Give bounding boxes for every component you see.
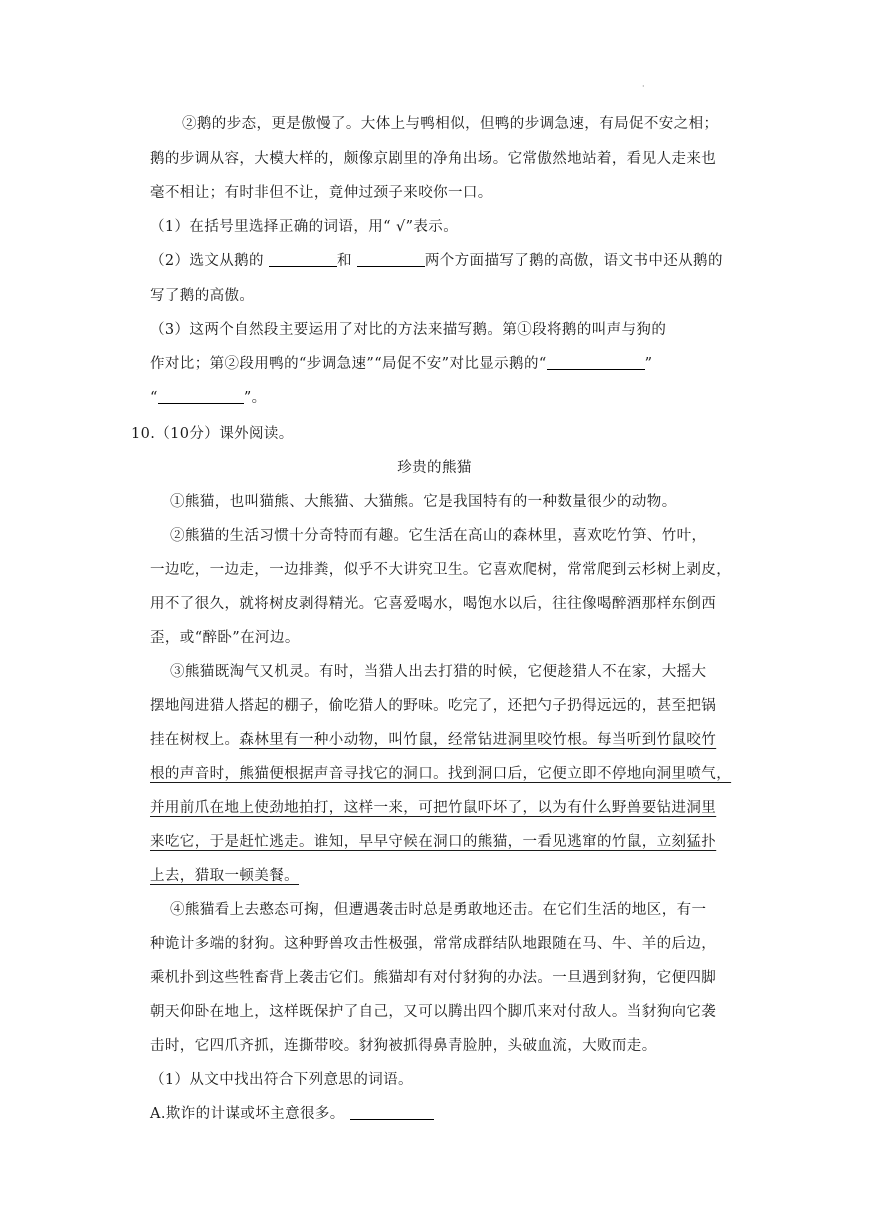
answer-blank[interactable] — [158, 388, 244, 404]
question-10-header: 10.（10分）课外阅读。 — [131, 426, 294, 442]
question-1: （1）在括号里选择正确的词语，用“ √”表示。 — [150, 219, 459, 235]
paragraph-3-line: 摆地闯进猎人搭起的棚子，偷吃猎人的野味。吃完了，还把勺子扔得远远的，甚至把锅 — [150, 698, 717, 714]
paragraph-3-line — [150, 728, 716, 749]
question-3-text-c: “ — [150, 390, 158, 406]
question-2 — [150, 249, 723, 270]
passage-line: ②鹅的步态，更是傲慢了。大体上与鸭相似，但鸭的步调急速，有局促不安之相； — [182, 116, 719, 132]
paragraph-4-line: 乘机扑到这些牲畜背上袭击它们。熊猫却有对付豺狗的办法。一旦遇到豺狗，它便四脚 — [150, 970, 717, 986]
question-3-text-b: ” — [644, 356, 653, 372]
sub-question-1a-text: A.欺诈的计谋或坏主意很多。 — [150, 1106, 350, 1122]
paragraph-2-line: 歪，或“醉卧”在河边。 — [150, 630, 300, 646]
paragraph-1: ①熊猫，也叫猫熊、大熊猫、大猫熊。它是我国特有的一种数量很少的动物。 — [170, 494, 677, 510]
passage-title: 珍贵的熊猫 — [397, 460, 472, 476]
paragraph-3-text: 挂在树杈上。 — [150, 732, 240, 748]
question-3-cont — [150, 386, 267, 407]
paragraph-2-line: ②熊猫的生活习惯十分奇特而有趣。它生活在高山的森林里，喜欢吃竹笋、竹叶， — [170, 528, 707, 544]
question-2-text-b: 和 — [336, 253, 357, 269]
question-2-text-a: （2）选文从鹅的 — [150, 253, 269, 269]
question-2-cont: 写了鹅的高傲。 — [150, 288, 255, 304]
underlined-line: 根的声音时，熊猫便根据声音寻找它的洞口。找到洞口后，它便立即不停地向洞里喷气， — [150, 766, 732, 782]
sub-question-1: （1）从文中找出符合下列意思的词语。 — [150, 1072, 413, 1088]
paragraph-4-line: 击时，它四爪齐抓，连撕带咬。豺狗被抓得鼻青脸肿，头破血流，大败而走。 — [150, 1038, 657, 1054]
underlined-line: 来吃它，于是赶忙逃走。谁知，早早守候在洞口的熊猫，一看见逃窜的竹鼠，立刻猛扑 — [150, 834, 717, 850]
paragraph-4-line: 种诡计多端的豺狗。这种野兽攻击性极强，常常成群结队地跟随在马、牛、羊的后边， — [150, 936, 717, 952]
answer-blank[interactable] — [547, 354, 645, 370]
paragraph-2-line: 用不了很久，就将树皮剥得精光。它喜爱喝水，喝饱水以后，往往像喝醉酒那样东倒西 — [150, 596, 717, 612]
passage-line: 毫不相让；有时非但不让，竟伸过颈子来咬你一口。 — [150, 185, 493, 201]
underlined-line: 上去，猎取一顿美餐。 — [150, 868, 299, 884]
paragraph-4-line: 朝天仰卧在地上，这样既保护了自己，又可以腾出四个脚爪来对付敌人。当豺狗向它袭 — [150, 1004, 717, 1020]
answer-blank[interactable] — [269, 251, 337, 267]
passage-line: 鹅的步调从容，大模大样的，颇像京剧里的净角出场。它常傲然地站着，看见人走来也 — [150, 151, 717, 167]
question-3-text-a: 作对比；第②段用鸭的“步调急速”“局促不安”对比显示鹅的“ — [150, 356, 547, 372]
paragraph-4-line: ④熊猫看上去憨态可掬，但遭遇袭击时总是勇敢地还击。在它们生活的地区，有一 — [170, 902, 707, 918]
question-3: （3）这两个自然段主要运用了对比的方法来描写鹅。第①段将鹅的叫声与狗的 — [150, 322, 667, 338]
paragraph-3-line: ③熊猫既淘气又机灵。有时，当猎人出去打猎的时候，它便趁猎人不在家，大摇大 — [170, 664, 707, 680]
underlined-text: 森林里有一种小动物，叫竹鼠，经常钻进洞里咬竹根。每当听到竹鼠咬竹 — [239, 732, 717, 748]
answer-blank[interactable] — [350, 1104, 434, 1120]
question-3-text-d: ”。 — [243, 390, 267, 406]
page-dot: · — [642, 82, 645, 91]
question-2-text-c: 两个方面描写了鹅的高傲，语文书中还从鹅的 — [424, 253, 723, 269]
answer-blank[interactable] — [357, 251, 425, 267]
sub-question-1a — [150, 1102, 434, 1123]
paragraph-2-line: 一边吃，一边走，一边排粪，似乎不大讲究卫生。它喜欢爬树，常常爬到云杉树上剥皮， — [150, 562, 732, 578]
underlined-line: 并用前爪在地上使劲地拍打，这样一来，可把竹鼠吓坏了，以为有什么野兽要钻进洞里 — [150, 800, 717, 816]
question-3-cont — [150, 352, 653, 373]
